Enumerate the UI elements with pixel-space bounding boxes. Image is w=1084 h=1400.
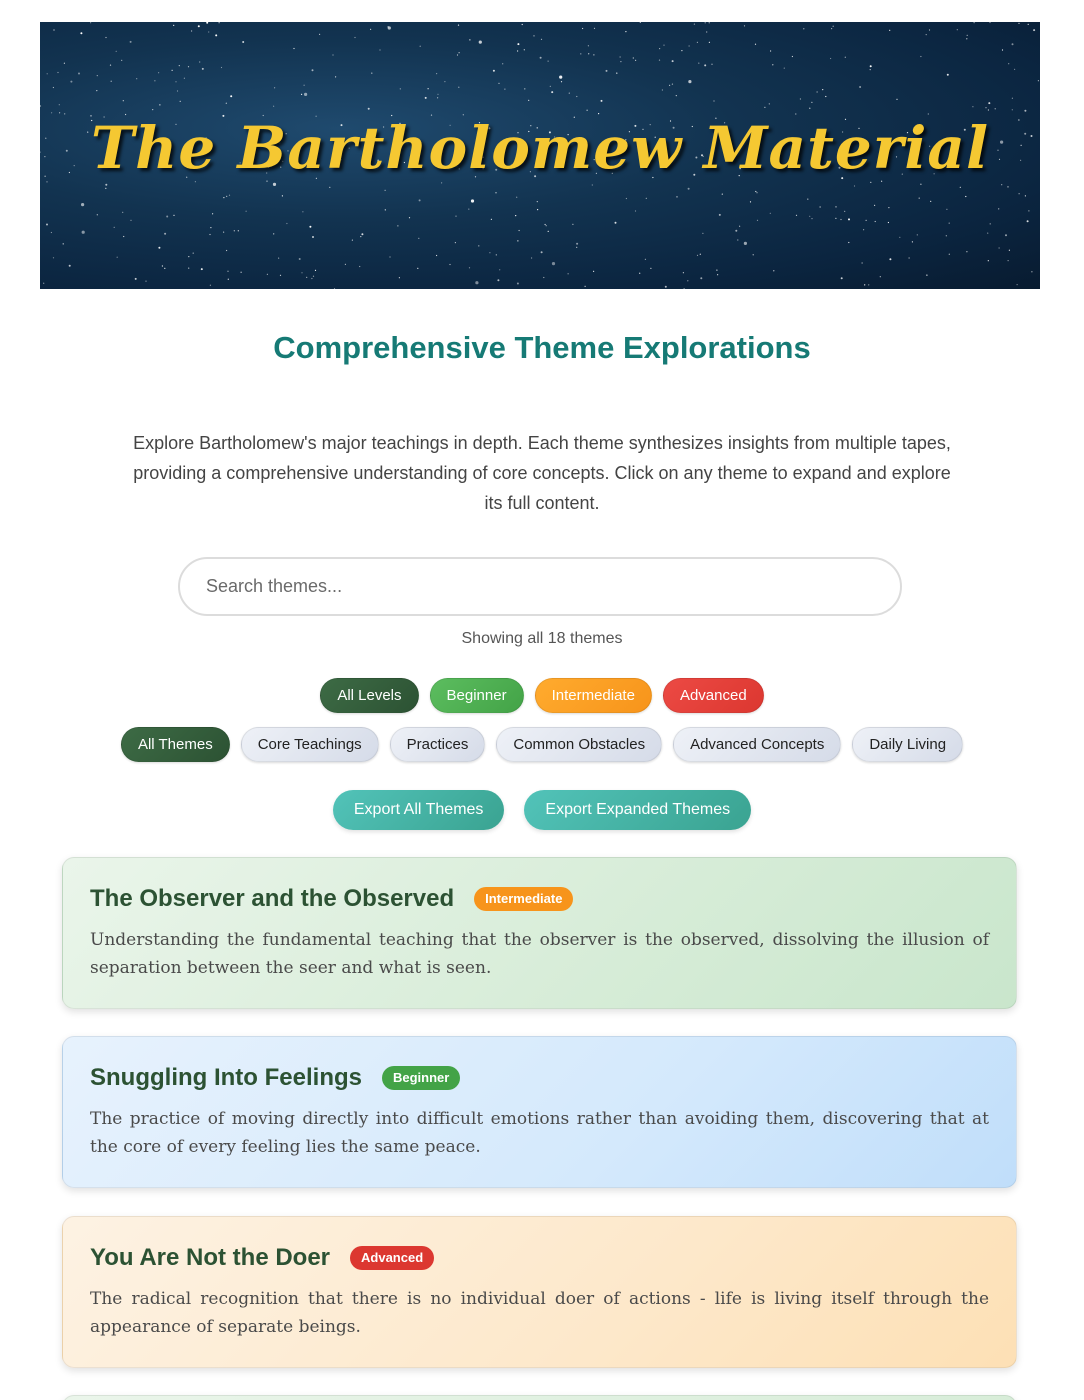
theme-title: You Are Not the Doer — [90, 1244, 331, 1271]
filter-all-levels[interactable]: All Levels — [320, 678, 418, 713]
results-count: Showing all 18 themes — [461, 630, 623, 647]
level-badge: Intermediate — [474, 887, 573, 911]
theme-description: The practice of moving directly into difficult emotions rather than avoiding them, discovering that at the core of every feeling lies the same peace. — [90, 1109, 989, 1157]
filter-beginner[interactable]: Beginner — [430, 678, 524, 713]
filter-practices[interactable]: Practices — [390, 727, 486, 762]
theme-card[interactable] — [62, 857, 1017, 1009]
theme-title: The Observer and the Observed — [90, 885, 455, 912]
theme-description: The radical recognition that there is no individual doer of actions - life is living itself through the appearance of separate beings. — [90, 1289, 989, 1337]
export-button-group — [0, 790, 1084, 830]
intro-text: Explore Bartholomew's major teachings in depth. Each theme synthesizes insights from multiple tapes, providing a comprehensive understanding of core concepts. Click on any theme to expand and explore its full content. — [133, 433, 951, 513]
export-all-button[interactable]: Export All Themes — [333, 790, 505, 830]
search-input[interactable] — [178, 557, 902, 616]
export-expanded-button[interactable]: Export Expanded Themes — [524, 790, 751, 830]
filter-advanced[interactable]: Advanced — [663, 678, 764, 713]
filter-core-teachings[interactable]: Core Teachings — [241, 727, 379, 762]
theme-card[interactable] — [62, 1036, 1017, 1188]
level-badge: Advanced — [350, 1246, 434, 1270]
filter-daily-living[interactable]: Daily Living — [852, 727, 963, 762]
page-title: Comprehensive Theme Explorations — [273, 330, 811, 365]
filter-advanced-concepts[interactable]: Advanced Concepts — [673, 727, 841, 762]
theme-card[interactable] — [62, 1216, 1017, 1368]
filter-all-themes[interactable]: All Themes — [121, 727, 230, 762]
filter-common-obstacles[interactable]: Common Obstacles — [496, 727, 662, 762]
header-banner — [40, 22, 1040, 289]
level-badge: Beginner — [382, 1066, 460, 1090]
level-filter-group — [0, 678, 1084, 713]
theme-title: Snuggling Into Feelings — [90, 1064, 362, 1091]
site-title: The Bartholomew Material — [90, 114, 990, 182]
category-filter-group — [0, 727, 1084, 762]
theme-card-partial[interactable] — [62, 1395, 1017, 1400]
theme-description: Understanding the fundamental teaching that the observer is the observed, dissolving the illusion of separation between the seer and what is seen. — [90, 930, 989, 978]
filter-intermediate[interactable]: Intermediate — [535, 678, 652, 713]
